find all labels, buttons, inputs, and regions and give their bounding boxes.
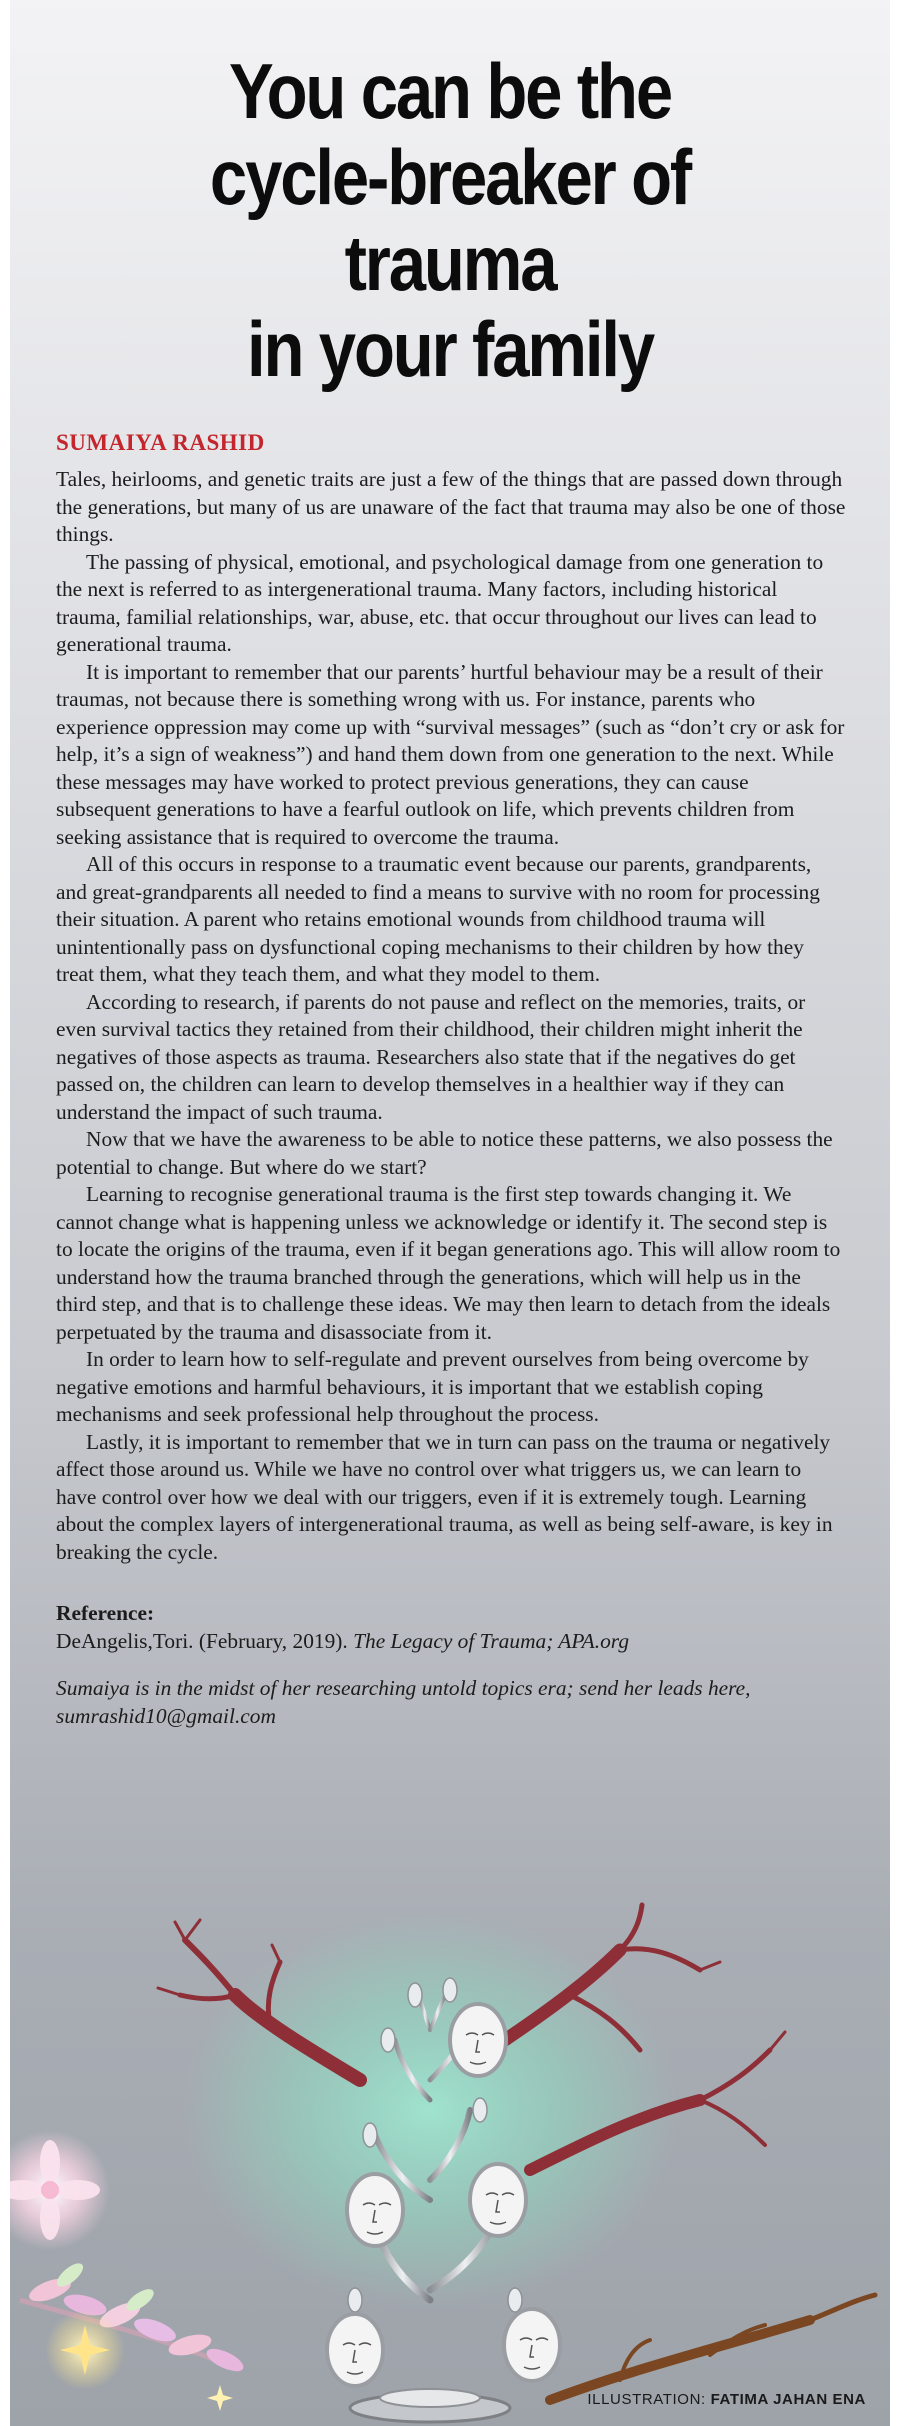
- family-tree-illustration: [10, 1900, 890, 2426]
- headline-line: cycle-breaker of trauma: [209, 133, 691, 307]
- credit-label: ILLUSTRATION:: [587, 2391, 711, 2408]
- paragraph: The passing of physical, emotional, and psychological damage from one generation to the next is referred to as intergenerational trauma. Many factors, including historical trauma, familial relationships, war, abuse, etc. that occur throughout our lives can lead to generational trauma.: [56, 549, 824, 656]
- face-frame: [470, 2164, 526, 2236]
- paragraph: Learning to recognise generational trauma is the first step towards changing it. We cannot change what is happening unless we acknowledge or identify it. The second step is to locate the origins of the trauma, even if it began generations ago. This will allow room to understand how the trauma branched through the generations, which will help us in the third step, and that is to challenge these ideas. We may then learn to detach from the ideals perpetuated by the trauma and disassociate from it.: [56, 1182, 841, 1344]
- tree-base-top: [380, 2389, 480, 2407]
- article-body: [56, 466, 846, 1566]
- headline-line: You can be the: [228, 47, 672, 135]
- author-note: [56, 1675, 856, 1730]
- face-frame: [450, 2004, 506, 2076]
- face-frame: [327, 2314, 383, 2386]
- face-frame: [504, 2309, 560, 2381]
- reference-author: DeAngelis,Tori. (February, 2019).: [56, 1628, 354, 1653]
- paragraph: All of this occurs in response to a traumatic event because our parents, grandparents, and great-grandparents all needed to find a means to survive with no room for processing their situation. A parent who retains emotional wounds from childhood trauma will unintentionally pass on dysfunctional coping mechanisms to their children by how they treat them, what they teach them, and what they model to them.: [56, 852, 820, 986]
- reference-label: Reference:: [56, 1601, 155, 1625]
- paragraph: According to research, if parents do not pause and reflect on the memories, traits, or even survival tactics they retained from their childhood, their children might inherit the negatives of those aspects as trauma. Researchers also state that if the negatives do get passed on, the children can learn to develop themselves in a healthier way if they can understand the impact of such trauma.: [56, 989, 806, 1124]
- brown-branch: [550, 2295, 875, 2400]
- article-page: [10, 0, 890, 2426]
- paragraph: Tales, heirlooms, and genetic traits are just a few of the things that are passed down through the generations, but many of us are unaware of the fact that trauma may also be one of those things.: [56, 467, 846, 546]
- paragraph: Lastly, it is important to remember that we in turn can pass on the trauma or negatively affect those around us. While we have no control over what triggers us, we can learn to have control over how we deal with our triggers, even if it is extremely tough. Learning about the complex layers of intergenerational trauma, as well as being self-aware, is key in breaking the cycle.: [56, 1429, 833, 1564]
- author-byline: SUMAIYA RASHID: [56, 430, 265, 455]
- illustration-credit: [587, 2391, 866, 2408]
- face-frame: [347, 2174, 403, 2246]
- author-note-text: Sumaiya is in the midst of her researching untold topics era; send her leads here,: [56, 1676, 751, 1700]
- reference-title: The Legacy of Trauma; APA.org: [353, 1628, 630, 1653]
- paragraph: It is important to remember that our parents’ hurtful behaviour may be a result of their traumas, not because there is something wrong with us. For instance, parents who experience oppression may come up with “survival messages” (such as “don’t cry or ask for help, it’s a sign of weakness”) and hand them down from one generation to the next. While these messages may have worked to protect previous generations, they can cause subsequent generations to have a fearful outlook on life, which prevents children from seeking assistance that is required to overcome the trauma.: [56, 659, 845, 849]
- headline-line: in your family: [246, 305, 654, 393]
- reference-block: [56, 1600, 890, 1655]
- paragraph: Now that we have the awareness to be able to notice these patterns, we also possess the potential to change. But where do we start?: [56, 1127, 833, 1179]
- credit-name: FATIMA JAHAN ENA: [710, 2391, 866, 2408]
- author-email: sumrashid10@gmail.com: [56, 1703, 276, 1728]
- small-sparkle-icon: [207, 2385, 233, 2411]
- paragraph: In order to learn how to self-regulate and prevent ourselves from being overcome by negative emotions and harmful behaviours, it is important that we establish coping mechanisms and seek professional help throughout the process.: [56, 1347, 809, 1426]
- headline: [106, 48, 794, 392]
